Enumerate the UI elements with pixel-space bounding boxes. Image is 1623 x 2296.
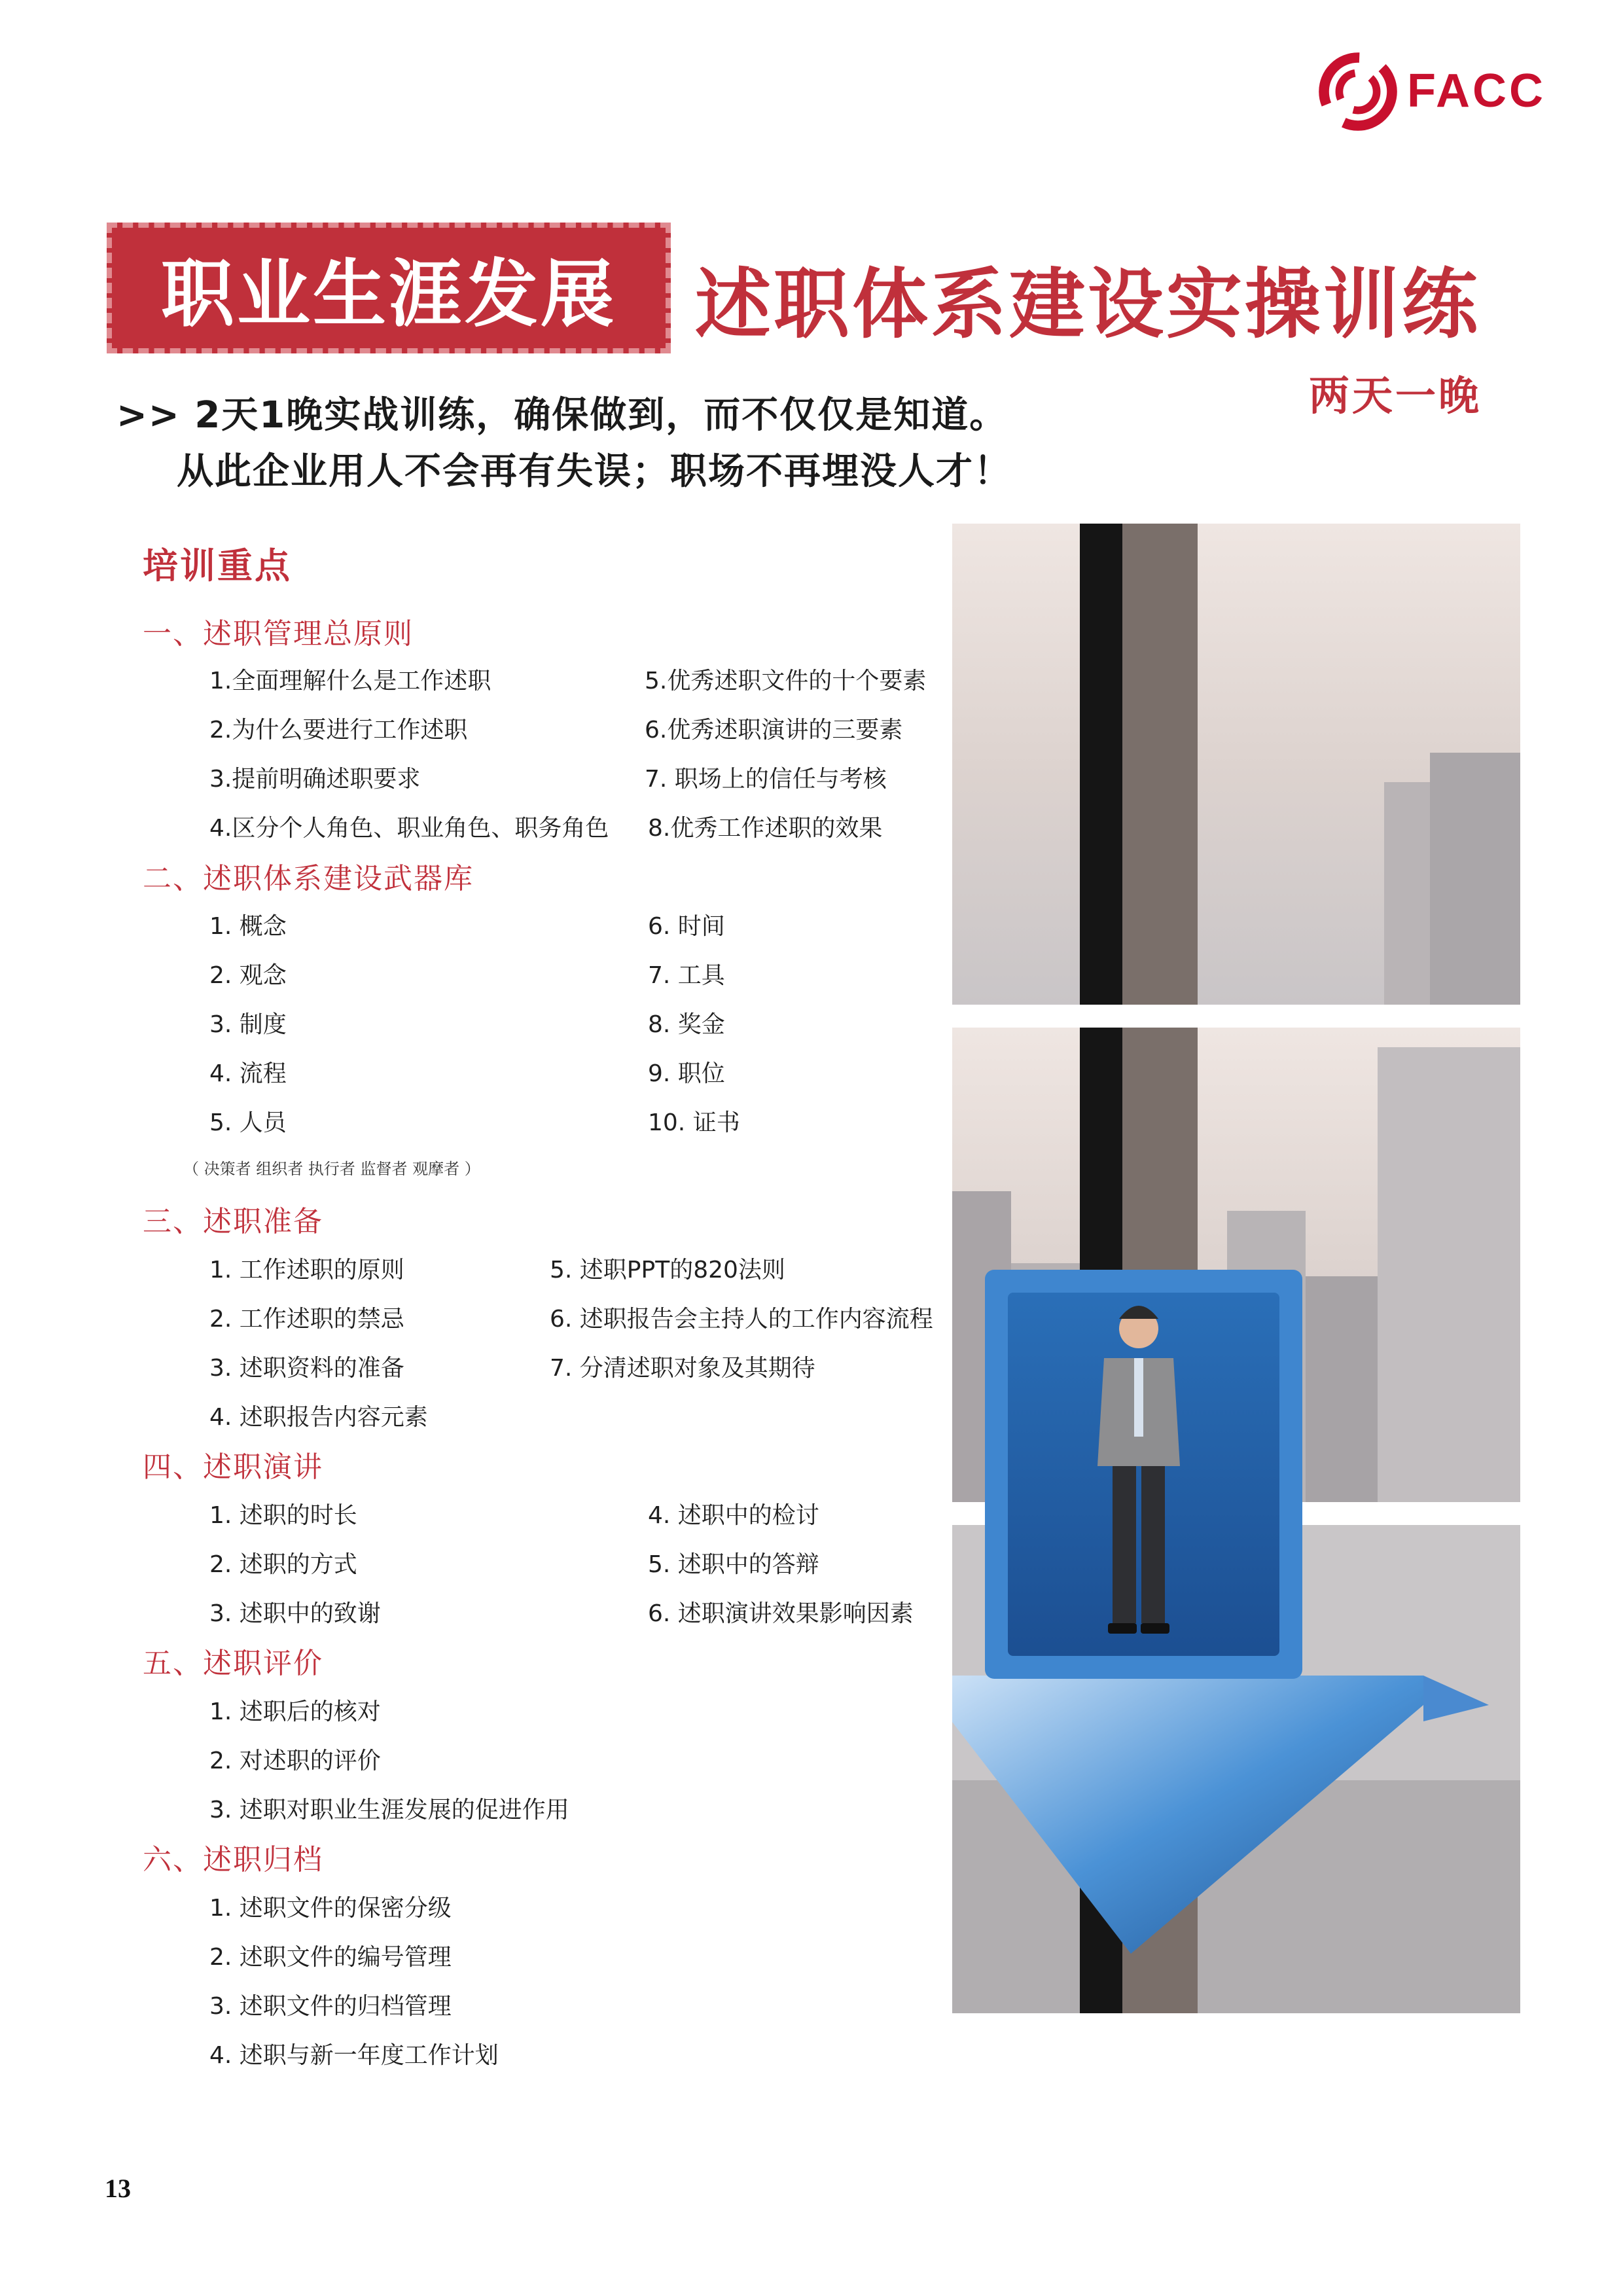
list-item: 6. 述职演讲效果影响因素 (648, 1600, 914, 1627)
section-title-3: 三、述职准备 (143, 1205, 323, 1238)
list-item: 6. 时间 (648, 913, 725, 940)
list-item: 3. 述职中的致谢 (209, 1600, 381, 1627)
list-item: 4. 述职中的检讨 (648, 1502, 819, 1529)
page-number: 13 (105, 2174, 131, 2203)
list-item: 6. 述职报告会主持人的工作内容流程 (550, 1306, 933, 1333)
list-item: 5. 述职PPT的820法则 (550, 1257, 785, 1283)
elevator-illustration (952, 524, 1520, 2013)
list-item: 3. 述职对职业生涯发展的促进作用 (209, 1797, 569, 1823)
section-title-6: 六、述职归档 (143, 1843, 323, 1876)
list-item: 4. 流程 (209, 1060, 287, 1087)
list-item: 5. 人员 (209, 1109, 287, 1136)
title-badge (107, 223, 671, 353)
list-item: 1.全面理解什么是工作述职 (209, 668, 491, 694)
title-badge-text: 职业生涯发展 (161, 251, 616, 337)
list-item: 7. 职场上的信任与考核 (645, 766, 887, 793)
list-item: 6.优秀述职演讲的三要素 (645, 717, 903, 744)
roles-note: （ 决策者 组织者 执行者 监督者 观摩者 ） (183, 1160, 480, 1178)
list-item: 9. 职位 (648, 1060, 725, 1087)
list-item: 2. 对述职的评价 (209, 1748, 381, 1774)
section-title-5: 五、述职评价 (143, 1647, 323, 1680)
section-title-4: 四、述职演讲 (143, 1450, 323, 1484)
duration-label: 两天一晚 (1309, 372, 1482, 420)
logo-text: FACC (1407, 65, 1546, 117)
list-item: 8.优秀工作述职的效果 (648, 815, 883, 842)
section-title-2: 二、述职体系建设武器库 (143, 862, 474, 895)
list-item: 1. 述职文件的保密分级 (209, 1895, 452, 1922)
list-item: 2.为什么要进行工作述职 (209, 717, 468, 744)
facc-logo (1315, 46, 1551, 137)
page-title: 述职体系建设实操训练 (695, 260, 1480, 349)
city-panel-top (952, 524, 1520, 1005)
list-item: 5.优秀述职文件的十个要素 (645, 668, 927, 694)
section-title-1: 一、述职管理总原则 (143, 617, 414, 651)
tagline-2: 从此企业用人不会再有失误；职场不再埋没人才！ (177, 450, 1012, 493)
tagline-1: >> 2天1晚实战训练，确保做到，而不仅仅是知道。 (116, 394, 1008, 437)
list-item: 1. 概念 (209, 913, 287, 940)
list-item: 2. 工作述职的禁忌 (209, 1306, 404, 1333)
swirl-logo-icon (1315, 49, 1400, 134)
list-item: 2. 观念 (209, 962, 287, 989)
list-item: 3. 述职文件的归档管理 (209, 1993, 452, 2020)
list-item: 3.提前明确述职要求 (209, 766, 421, 793)
list-item: 1. 述职后的核对 (209, 1698, 381, 1725)
list-item: 4. 述职报告内容元素 (209, 1404, 428, 1431)
list-item: 2. 述职的方式 (209, 1551, 357, 1578)
list-item: 2. 述职文件的编号管理 (209, 1944, 452, 1971)
list-item: 5. 述职中的答辩 (648, 1551, 819, 1578)
list-item: 8. 奖金 (648, 1011, 725, 1038)
list-item: 7. 分清述职对象及其期待 (550, 1355, 815, 1382)
list-item: 4.区分个人角色、职业角色、职务角色 (209, 815, 609, 842)
list-item: 1. 工作述职的原则 (209, 1257, 404, 1283)
list-item: 4. 述职与新一年度工作计划 (209, 2042, 499, 2069)
list-item: 10. 证书 (648, 1109, 740, 1136)
training-focus-heading: 培训重点 (143, 545, 292, 586)
list-item: 3. 制度 (209, 1011, 287, 1038)
list-item: 3. 述职资料的准备 (209, 1355, 404, 1382)
list-item: 1. 述职的时长 (209, 1502, 357, 1529)
list-item: 7. 工具 (648, 962, 725, 989)
